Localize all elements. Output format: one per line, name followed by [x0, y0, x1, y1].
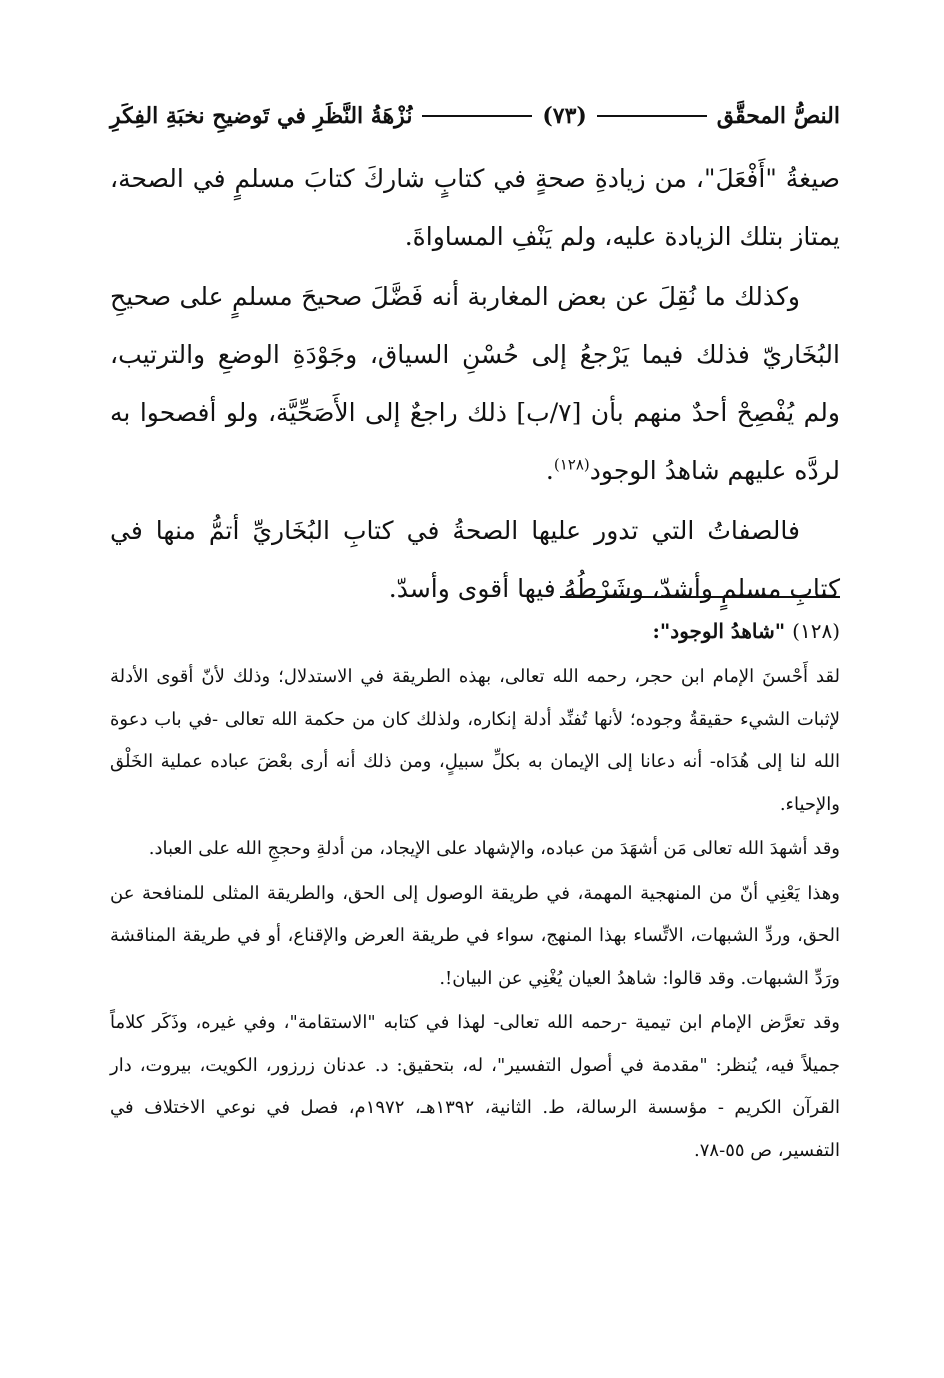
footnote-heading [110, 610, 840, 652]
page-number: (٧٣) [542, 103, 587, 129]
book-title: نُزْهَةُ النَّظَرِ في تَوضيحِ نخبَةِ الفِكَرِ [110, 103, 413, 129]
footnote-number: (١٢٨) [792, 619, 840, 643]
footnote-paragraph: لقد أَحْسنَ الإمام ابن حجر، رحمه الله تعالى، بهذه الطريقة في الاستدلال؛ وذلك لأنّ أقوى الأدلة لإثبات الشيء حقيقةُ وجوده؛ لأنها تُفنِّد أدلة إنكاره، ولذلك كان من حكمة الله تعالى -في باب دعوة الله لنا إلى هُدَاه- أنه دعانا إلى الإيمان به بكلِّ سبيلٍ، ومن ذلك أنه أرى بعْضَ عباده عملية الخَلْق والإحياء. [110, 666, 840, 815]
header-rule [597, 115, 707, 117]
body-paragraph-text: وكذلك ما نُقِلَ عن بعض المغاربة أنه فَضَّلَ صحيحَ مسلمٍ على صحيحِ البُخَاريّ فذلك فيما يَرْجعُ إلى حُسْنِ السياق، وجَوْدَةِ الوضعِ والترتيب، ولم يُفْصِحْ أحدٌ منهم بأن [٧/ب] ذلك راجعٌ إلى الأَصَحِّيَّة، ولو أفصحوا به لردَّه عليهم شاهدُ الوجود [110, 282, 840, 485]
body-paragraph [110, 268, 840, 500]
footnote-title: "شاهدُ الوجود": [652, 619, 786, 643]
main-text [110, 150, 840, 620]
footnote-reference[interactable]: (١٢٨) [553, 455, 590, 474]
body-paragraph: صيغةُ "أَفْعَلَ"، من زيادةِ صحةٍ في كتابٍ شاركَ كتابَ مسلمٍ في الصحة، يمتاز بتلك الزيادة عليه، ولم يَنْفِ المساواةَ. [110, 164, 840, 251]
footnote-paragraph: وقد تعرَّض الإمام ابن تيمية -رحمه الله تعالى- لهذا في كتابه "الاستقامة"، وفي غيره، وذَكَر كلاماً جميلاً فيه، يُنظر: "مقدمة في أصول التفسير"، له، بتحقيق: د. عدنان زرزور، الكويت، بيروت، دار القرآن الكريم - مؤسسة الرسالة، ط. الثانية، ١٣٩٢هـ، ١٩٧٢م، فصل في نوعي الاختلاف في التفسير، ص ٥٥-٧٨. [110, 1012, 841, 1161]
body-paragraph: فالصفاتُ التي تدور عليها الصحةُ في كتابِ البُخَاريِّ أتمُّ منها في كتابِ مسلمٍ وأشدّ، وشَرْطُهُ فيها أقوى وأسدّ. [110, 516, 840, 603]
footnote-separator [560, 596, 840, 598]
footnote-text [110, 656, 840, 1174]
paragraph-end-mark: . [545, 456, 554, 485]
section-title: النصُّ المحقَّق [716, 103, 840, 129]
running-header [110, 96, 840, 136]
footnote-paragraph: وهذا يَعْنِي أنّ من المنهجية المهمة، في طريقة الوصول إلى الحق، والطريقة المثلى للمنافحة عن الحق، وردِّ الشبهات، الاتِّساء بهذا المنهج، سواء في طريقة العرض والإقناع، أو في طريقة المناقشة ورَدِّ الشبهات. وقد قالوا: شاهدُ العيان يُغْنِي عن البيان!. [110, 882, 840, 989]
footnote-paragraph: وقد أشهدَ الله تعالى مَن أشهَدَ من عباده، والإشهاد على الإيجاد، من أدلةِ وحججِ الله على العباد. [148, 838, 840, 859]
header-rule [422, 115, 532, 117]
